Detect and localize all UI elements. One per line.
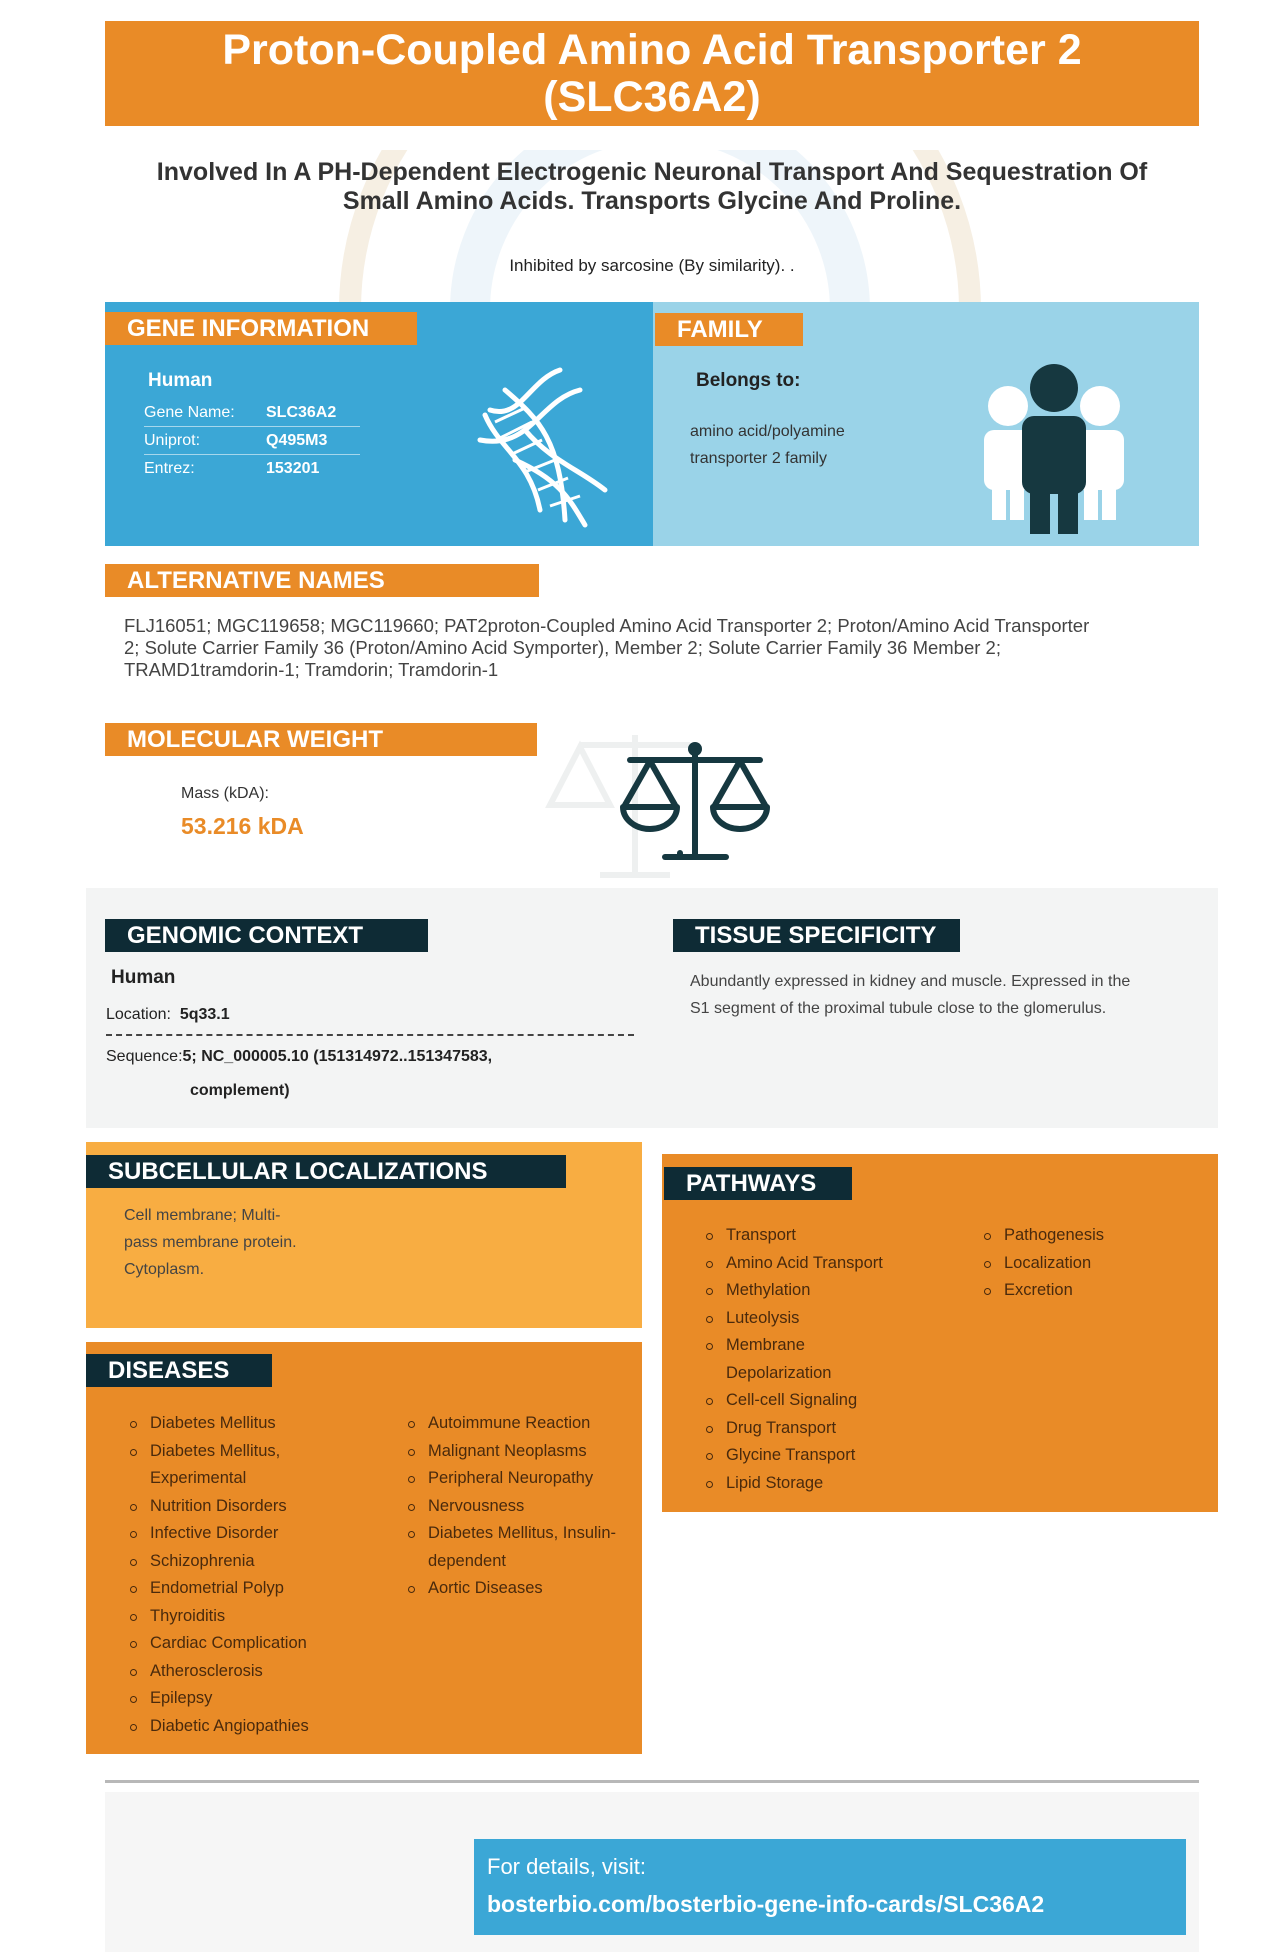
inhibition-note: Inhibited by sarcosine (By similarity). . — [509, 256, 795, 275]
entrez-value: 153201 — [266, 460, 320, 477]
tissue-specificity-heading: TISSUE SPECIFICITY — [673, 919, 960, 952]
disease-item: Peripheral Neuropathy — [402, 1465, 632, 1493]
pathway-item: Cell-cell Signaling — [700, 1387, 900, 1415]
diseases-heading: DISEASES — [86, 1354, 272, 1387]
tissue-specificity-text — [690, 968, 1200, 1022]
mass-value: 53.216 kDA — [181, 813, 304, 839]
subcellular-text — [124, 1202, 334, 1283]
family-name — [690, 418, 920, 472]
disease-item: Autoimmune Reaction — [402, 1410, 632, 1438]
disease-item: Schizophrenia — [124, 1548, 364, 1576]
pathway-item: Amino Acid Transport — [700, 1250, 900, 1278]
pathway-item: Drug Transport — [700, 1415, 900, 1443]
alternative-names-heading: ALTERNATIVE NAMES — [105, 564, 539, 597]
disease-item: Endometrial Polyp — [124, 1575, 364, 1603]
disease-item: Infective Disorder — [124, 1520, 364, 1548]
alternative-names-line-2: 2; Solute Carrier Family 36 (Proton/Amino Acid Symporter), Member 2; Solute Carrier Family 36 Member 2; — [124, 637, 1001, 658]
location-label: Location: — [106, 1006, 171, 1023]
pathway-item: Methylation — [700, 1277, 900, 1305]
details-link[interactable]: bosterbio.com/bosterbio-gene-info-cards/SLC36A2 — [487, 1891, 1045, 1917]
pathway-item: Pathogenesis — [978, 1222, 1178, 1250]
disease-item: Diabetic Angiopathies — [124, 1713, 364, 1741]
family-line-2: transporter 2 family — [690, 450, 827, 467]
gene-species: Human — [148, 370, 213, 391]
footer-divider — [105, 1780, 1199, 1783]
disease-item: Epilepsy — [124, 1685, 364, 1713]
summary-heading — [110, 158, 1194, 216]
disease-item: Diabetes Mellitus — [124, 1410, 364, 1438]
subcellular-line-3: Cytoplasm. — [124, 1261, 205, 1278]
uniprot-value: Q495M3 — [266, 432, 328, 449]
page-title — [105, 21, 1199, 126]
disease-item: Malignant Neoplasms — [402, 1438, 632, 1466]
sequence-value-line-1: 5; NC_000005.10 (151314972..151347583, — [182, 1048, 493, 1065]
uniprot-row — [144, 427, 360, 455]
diseases-list-right — [402, 1410, 632, 1603]
details-label: For details, visit: — [487, 1854, 646, 1879]
summary-line-2: Small Amino Acids. Transports Glycine And Proline. — [342, 187, 962, 215]
sequence-label: Sequence: — [106, 1048, 183, 1065]
location-value: 5q33.1 — [179, 1006, 230, 1023]
disease-item: Cardiac Complication — [124, 1630, 364, 1658]
pathway-item: Excretion — [978, 1277, 1178, 1305]
disease-item: Nervousness — [402, 1493, 632, 1521]
pathway-item: Localization — [978, 1250, 1178, 1278]
pathways-list-right — [978, 1222, 1178, 1305]
title-line-1: Proton-Coupled Amino Acid Transporter 2 — [222, 25, 1082, 74]
family-line-1: amino acid/polyamine — [690, 423, 845, 440]
summary-line-1: Involved In A PH-Dependent Electrogenic Neuronal Transport And Sequestration Of — [156, 158, 1148, 186]
pathways-heading: PATHWAYS — [664, 1167, 852, 1200]
sequence-value-line-2: complement) — [190, 1082, 290, 1099]
genomic-context-heading: GENOMIC CONTEXT — [105, 919, 428, 952]
gene-information-heading: GENE INFORMATION — [105, 312, 417, 345]
family-heading: FAMILY — [655, 313, 803, 346]
gene-name-value: SLC36A2 — [266, 404, 337, 421]
molecular-weight-heading: MOLECULAR WEIGHT — [105, 723, 537, 756]
disease-item: Atherosclerosis — [124, 1658, 364, 1686]
pathway-item: Luteolysis — [700, 1305, 900, 1333]
disease-item: Nutrition Disorders — [124, 1493, 364, 1521]
alternative-names-line-1: FLJ16051; MGC119658; MGC119660; PAT2proton-Coupled Amino Acid Transporter 2; Proton/Amino Acid Transporter — [124, 615, 1090, 636]
dna-icon — [470, 360, 620, 530]
location-divider — [106, 1034, 634, 1036]
subcellular-line-1: Cell membrane; Multi- — [124, 1207, 281, 1224]
pathway-item: Membrane Depolarization — [700, 1332, 846, 1387]
pathway-item: Glycine Transport — [700, 1442, 900, 1470]
tissue-line-2: S1 segment of the proximal tubule close to the glomerulus. — [690, 1000, 1107, 1017]
title-line-2: (SLC36A2) — [543, 72, 761, 121]
pathway-item: Lipid Storage — [700, 1470, 900, 1498]
alternative-names-text — [124, 615, 1194, 681]
subcellular-heading: SUBCELLULAR LOCALIZATIONS — [86, 1155, 566, 1188]
disease-item: Diabetes Mellitus, Experimental — [124, 1438, 364, 1493]
uniprot-label: Uniprot: — [144, 432, 201, 449]
location-row — [106, 1006, 230, 1024]
alternative-names-line-3: TRAMD1tramdorin-1; Tramdorin; Tramdorin-1 — [124, 659, 499, 680]
details-link-box[interactable] — [474, 1839, 1186, 1935]
scale-icon — [540, 725, 770, 885]
genomic-species: Human — [111, 967, 176, 988]
disease-item: Aortic Diseases — [402, 1575, 632, 1603]
family-belongs-label: Belongs to: — [696, 370, 801, 391]
mass-label: Mass (kDA): — [181, 785, 269, 802]
subcellular-line-2: pass membrane protein. — [124, 1234, 297, 1251]
disease-item: Diabetes Mellitus, Insulin-dependent — [402, 1520, 632, 1575]
diseases-list-left — [124, 1410, 364, 1740]
disease-item: Thyroiditis — [124, 1603, 364, 1631]
entrez-row — [144, 455, 360, 482]
pathway-item: Transport — [700, 1222, 900, 1250]
pathways-list-left — [700, 1222, 900, 1497]
entrez-label: Entrez: — [144, 460, 195, 477]
sequence-row — [106, 1040, 492, 1108]
tissue-line-1: Abundantly expressed in kidney and muscle. Expressed in the — [690, 973, 1131, 990]
people-icon — [978, 364, 1130, 536]
gene-name-label: Gene Name: — [144, 404, 235, 421]
gene-name-row — [144, 399, 360, 427]
